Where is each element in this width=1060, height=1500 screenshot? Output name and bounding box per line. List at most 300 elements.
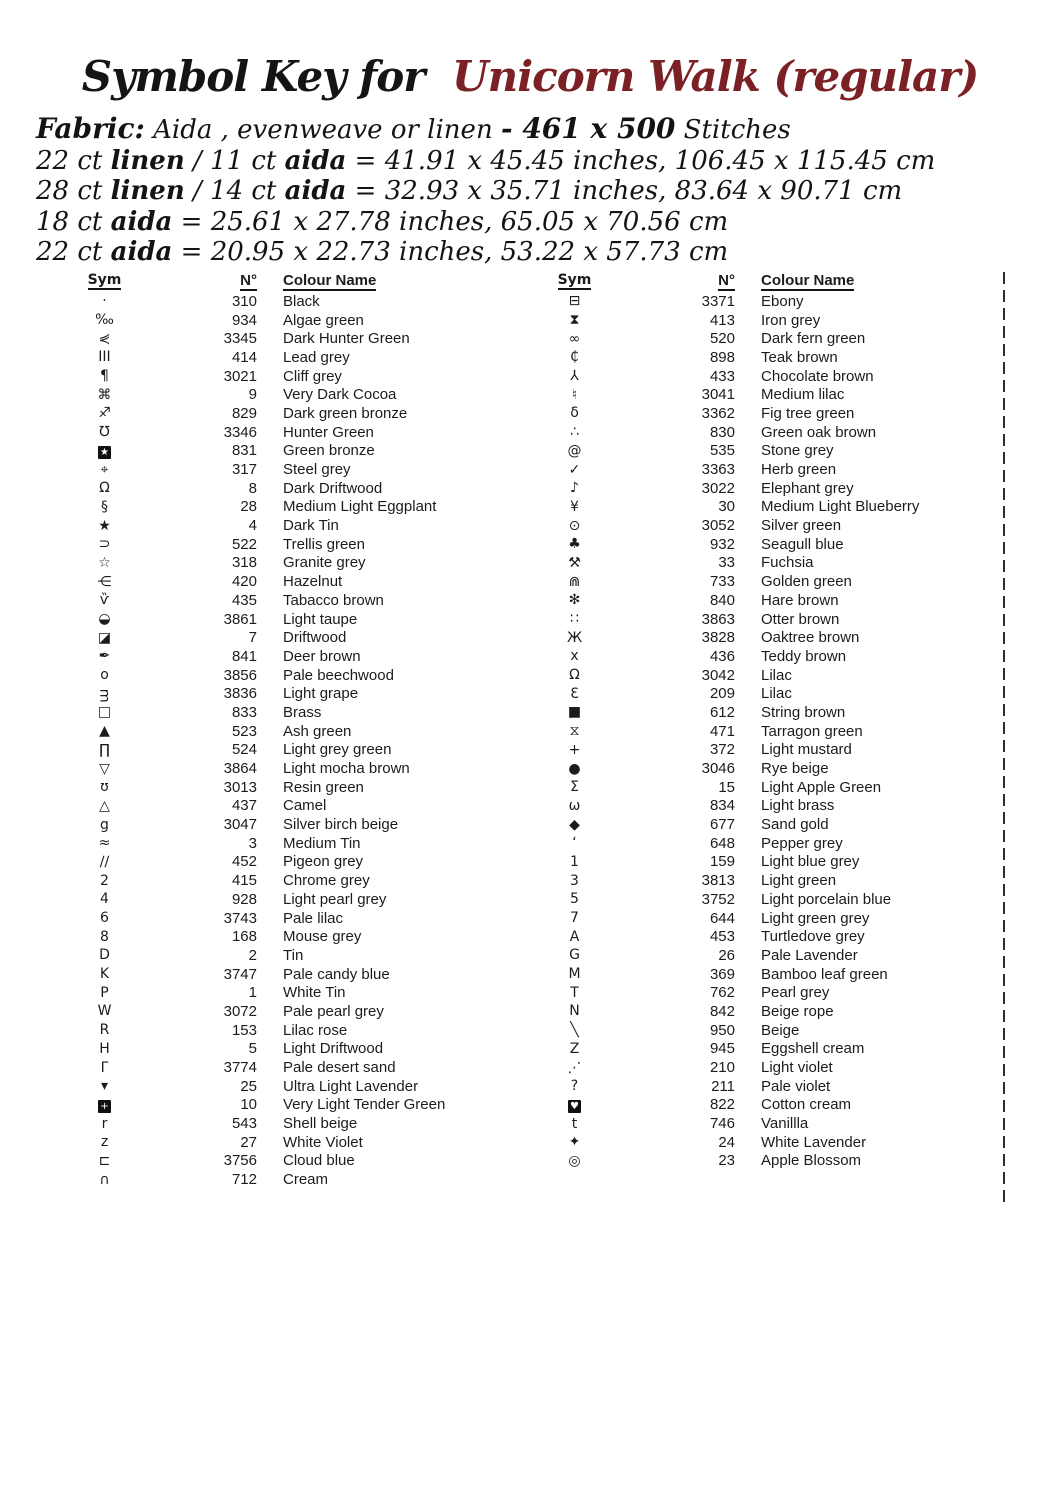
number-cell: 211: [711, 1077, 735, 1095]
colour-name-header: Colour Name: [761, 272, 855, 289]
key-row: [62, 815, 508, 834]
symbol-cell: ✒: [98, 648, 111, 665]
number-cell: 3363: [701, 461, 735, 479]
number-cell: 453: [709, 928, 735, 946]
key-row: [62, 311, 508, 330]
fabric-text: linen: [110, 176, 185, 206]
symbol-cell: 2: [100, 872, 109, 889]
number-cell: 318: [231, 554, 257, 572]
key-row: [62, 684, 508, 703]
symbol-cell: ⋰: [567, 1059, 582, 1076]
key-row: [532, 1021, 998, 1040]
key-row: [532, 778, 998, 797]
symbol-cell: ■: [567, 704, 582, 721]
number-cell: 3856: [223, 666, 257, 684]
symbol-cell: 3: [570, 872, 579, 889]
number-cell: 28: [240, 498, 257, 516]
colour-name-cell: Teddy brown: [761, 647, 847, 665]
symbol-cell: ⧖: [569, 723, 580, 740]
symbol-cell: r: [101, 1115, 108, 1132]
colour-name-cell: Light mocha brown: [283, 760, 410, 778]
key-row: [532, 834, 998, 853]
symbol-cell: ✻: [568, 592, 581, 609]
number-cell: 834: [709, 797, 735, 815]
number-cell: 433: [709, 367, 735, 385]
number-cell: 830: [709, 423, 735, 441]
symbol-cell: △: [99, 797, 110, 814]
number-cell: 612: [709, 703, 735, 721]
colour-name-cell: Dark fern green: [761, 330, 866, 348]
colour-name-cell: Driftwood: [283, 629, 347, 647]
colour-name-cell: Fig tree green: [761, 404, 855, 422]
colour-name-cell: Hazelnut: [283, 573, 343, 591]
key-row: [62, 909, 508, 928]
number-cell: 746: [709, 1115, 735, 1133]
colour-name-cell: Brass: [283, 703, 322, 721]
fabric-line: [36, 114, 935, 146]
number-cell: 3813: [701, 872, 735, 890]
number-header: N°: [240, 272, 257, 289]
symbol-cell: ▽: [99, 760, 110, 777]
symbol-cell: ‰: [95, 312, 114, 329]
fabric-info: [36, 114, 935, 268]
fabric-line: [36, 237, 935, 268]
fabric-text: 22 ct: [36, 145, 111, 176]
symbol-cell: ✦: [568, 1134, 581, 1151]
number-cell: 3828: [701, 629, 735, 647]
colour-name-cell: String brown: [761, 703, 846, 721]
key-header-left: [62, 272, 508, 292]
key-row: [532, 311, 998, 330]
key-row: [532, 1077, 998, 1096]
number-cell: 712: [231, 1171, 257, 1189]
colour-name-cell: Silver birch beige: [283, 816, 399, 834]
symbol-cell: +: [568, 741, 581, 758]
symbol-cell: K: [99, 966, 110, 983]
key-row: [532, 591, 998, 610]
colour-name-cell: Bamboo leaf green: [761, 965, 888, 983]
symbol-cell: §: [101, 498, 108, 515]
key-row: [532, 367, 998, 386]
colour-name-cell: Vanillla: [761, 1115, 809, 1133]
colour-name-cell: Lilac: [761, 685, 792, 703]
symbol-cell: ʊ: [100, 779, 109, 796]
colour-name-cell: Green oak brown: [761, 423, 877, 441]
symbol-cell: ▾: [100, 1078, 109, 1095]
number-cell: 543: [231, 1115, 257, 1133]
key-row: [62, 1133, 508, 1152]
number-cell: 841: [231, 647, 257, 665]
symbol-cell: D: [99, 947, 110, 964]
key-row: [62, 423, 508, 442]
symbol-cell: 6: [100, 910, 109, 927]
colour-name-cell: Lilac: [761, 666, 792, 684]
colour-name-cell: Pale violet: [761, 1077, 831, 1095]
symbol-cell: ₵: [570, 349, 579, 366]
number-cell: 522: [231, 535, 257, 553]
colour-name-cell: White Lavender: [761, 1133, 867, 1151]
fabric-text: aida: [110, 237, 173, 267]
colour-name-cell: Deer brown: [283, 647, 361, 665]
colour-name-cell: Rye beige: [761, 760, 829, 778]
symbol-cell: ≈: [98, 835, 111, 852]
key-row: [62, 965, 508, 984]
symbol-cell: δ: [570, 405, 579, 422]
colour-name-cell: Sand gold: [761, 816, 829, 834]
colour-name-cell: Eggshell cream: [761, 1040, 865, 1058]
symbol-cell: ◎: [568, 1152, 581, 1169]
number-cell: 535: [709, 442, 735, 460]
key-row: [62, 1170, 508, 1189]
symbol-cell: Ɛ: [570, 685, 579, 702]
symbol-cell: ◒: [98, 611, 111, 628]
number-cell: 317: [231, 461, 257, 479]
colour-name-cell: Apple Blossom: [761, 1152, 862, 1170]
colour-name-cell: Medium lilac: [761, 386, 845, 404]
number-cell: 3041: [701, 386, 735, 404]
number-cell: 3346: [223, 423, 257, 441]
colour-name-cell: Seagull blue: [761, 535, 844, 553]
sym-header: Sym: [557, 272, 592, 288]
symbol-cell: 4: [100, 891, 109, 908]
colour-name-cell: Pale Lavender: [761, 946, 858, 964]
number-cell: 209: [709, 685, 735, 703]
colour-name-cell: Pepper grey: [761, 834, 843, 852]
key-row: [62, 460, 508, 479]
number-cell: 26: [718, 946, 735, 964]
number-cell: 369: [709, 965, 735, 983]
symbol-cell: [62, 443, 147, 459]
colour-name-cell: Beige rope: [761, 1002, 834, 1020]
colour-name-cell: Medium Light Eggplant: [283, 498, 437, 516]
key-row: [532, 909, 998, 928]
symbol-cell: ⊟: [568, 293, 581, 310]
fabric-text: aida: [284, 145, 347, 176]
colour-name-cell: Pigeon grey: [283, 853, 364, 871]
number-cell: 471: [709, 722, 735, 740]
symbol-cell: Σ: [570, 779, 579, 796]
symbol-cell: P: [100, 984, 109, 1001]
key-row: [62, 367, 508, 386]
key-row: [62, 479, 508, 498]
colour-name-cell: Elephant grey: [761, 479, 854, 497]
fabric-text: = 20.95 x 22.73 inches, 53.22 x 57.73 cm: [172, 237, 729, 267]
key-row: [532, 348, 998, 367]
number-cell: 932: [709, 535, 735, 553]
number-cell: 3: [248, 834, 257, 852]
symbol-cell: Γ: [100, 1059, 109, 1076]
number-cell: 15: [718, 778, 735, 796]
colour-name-cell: Lilac rose: [283, 1021, 348, 1039]
key-row: [532, 498, 998, 517]
fabric-text: - 461 x 500: [500, 112, 676, 145]
key-row: [532, 666, 998, 685]
number-cell: 945: [709, 1040, 735, 1058]
colour-name-cell: Light porcelain blue: [761, 890, 892, 908]
symbol-cell: Z: [569, 1040, 580, 1057]
number-cell: 762: [709, 984, 735, 1002]
colour-name-cell: Camel: [283, 797, 327, 815]
key-row: [532, 703, 998, 722]
key-row: [532, 927, 998, 946]
symbol-cell: 8: [100, 928, 109, 945]
key-row: [62, 722, 508, 741]
colour-name-cell: Ultra Light Lavender: [283, 1077, 419, 1095]
number-cell: 3047: [223, 816, 257, 834]
colour-name-cell: Light Apple Green: [761, 778, 882, 796]
symbol-cell: x: [570, 648, 579, 665]
colour-name-cell: Light pearl grey: [283, 890, 387, 908]
colour-name-cell: White Violet: [283, 1133, 363, 1151]
number-cell: 3042: [701, 666, 735, 684]
colour-name-cell: Herb green: [761, 461, 837, 479]
number-cell: 1: [248, 984, 257, 1002]
key-row: [62, 442, 508, 461]
number-cell: 3052: [701, 517, 735, 535]
title-prefix: Symbol Key for: [81, 52, 425, 101]
symbol-cell: H: [99, 1040, 110, 1057]
symbol-cell: ∏: [99, 741, 110, 758]
number-cell: 30: [718, 498, 735, 516]
number-cell: 3864: [223, 760, 257, 778]
symbol-cell: ⊃: [98, 536, 111, 553]
key-row: [532, 535, 998, 554]
number-cell: 5: [248, 1040, 257, 1058]
key-row: [532, 385, 998, 404]
number-cell: 10: [240, 1096, 257, 1114]
number-cell: 3863: [701, 610, 735, 628]
key-row: [532, 329, 998, 348]
key-row: [532, 516, 998, 535]
number-header: N°: [718, 272, 735, 289]
number-cell: 842: [709, 1002, 735, 1020]
colour-name-cell: Light grey green: [283, 741, 392, 759]
number-cell: 523: [231, 722, 257, 740]
colour-name-cell: Turtledove grey: [761, 928, 865, 946]
key-row: [62, 1002, 508, 1021]
number-cell: 25: [240, 1077, 257, 1095]
number-cell: 210: [709, 1059, 735, 1077]
fabric-text: = 41.91 x 45.45 inches, 106.45 x 115.45 cm: [346, 145, 936, 176]
key-row: [532, 1058, 998, 1077]
symbol-cell: ♐: [98, 405, 111, 422]
key-row: [532, 442, 998, 461]
colour-name-cell: Cotton cream: [761, 1096, 852, 1114]
number-cell: 3072: [223, 1002, 257, 1020]
symbol-cell: ✓: [568, 461, 581, 478]
sym-header: Sym: [87, 272, 122, 288]
number-cell: 4: [248, 517, 257, 535]
symbol-cell: ⅄: [570, 368, 579, 385]
key-row: [62, 1040, 508, 1059]
key-row: [532, 815, 998, 834]
fabric-text: aida: [110, 206, 173, 237]
colour-name-cell: Teak brown: [761, 348, 838, 366]
key-row: [532, 871, 998, 890]
number-cell: 23: [718, 1152, 735, 1170]
fabric-line: [36, 146, 935, 177]
number-cell: 524: [231, 741, 257, 759]
key-row: [62, 778, 508, 797]
colour-name-header: Colour Name: [283, 272, 377, 289]
number-cell: 3022: [701, 479, 735, 497]
symbol-cell: [532, 1097, 617, 1113]
key-row: [62, 610, 508, 629]
colour-name-cell: Otter brown: [761, 610, 840, 628]
number-cell: 3861: [223, 610, 257, 628]
colour-name-cell: Algae green: [283, 311, 364, 329]
key-row: [532, 965, 998, 984]
symbol-cell: 1: [570, 853, 579, 870]
colour-name-cell: Light blue grey: [761, 853, 860, 871]
key-row: [62, 535, 508, 554]
colour-name-cell: Dark Tin: [283, 517, 339, 535]
number-cell: 833: [231, 703, 257, 721]
symbol-cell: o: [100, 667, 109, 684]
number-cell: 898: [709, 348, 735, 366]
colour-name-cell: Mouse grey: [283, 928, 362, 946]
colour-name-cell: Medium Light Blueberry: [761, 498, 920, 516]
key-row: [532, 983, 998, 1002]
inverse-symbol-box: +: [98, 1100, 111, 1113]
symbol-cell: g: [100, 816, 109, 833]
symbol-cell: ☆: [98, 554, 111, 571]
number-cell: 420: [231, 573, 257, 591]
inverse-symbol-box: ♥: [568, 1100, 581, 1113]
number-cell: 415: [231, 872, 257, 890]
number-cell: 3371: [701, 292, 735, 310]
key-header-right: [532, 272, 998, 292]
number-cell: 2: [248, 946, 257, 964]
colour-name-cell: Dark Driftwood: [283, 479, 383, 497]
number-cell: 414: [231, 348, 257, 366]
colour-name-cell: Light green grey: [761, 909, 870, 927]
fabric-text: 28 ct: [36, 176, 111, 206]
key-row: [62, 554, 508, 573]
symbol-cell: W: [97, 1003, 112, 1020]
symbol-cell: ⋲: [97, 573, 112, 590]
symbol-cell: ◪: [97, 629, 112, 646]
number-cell: 829: [231, 404, 257, 422]
symbol-cell: ѷ: [99, 592, 110, 609]
colour-name-cell: Tin: [283, 946, 304, 964]
fabric-text: Fabric:: [36, 112, 145, 145]
colour-name-cell: Pearl grey: [761, 984, 830, 1002]
fabric-text: 18 ct: [36, 206, 111, 237]
colour-name-cell: Very Light Tender Green: [283, 1096, 446, 1114]
symbol-cell: N: [569, 1003, 580, 1020]
symbol-cell: G: [569, 947, 580, 964]
colour-name-cell: Light green: [761, 872, 837, 890]
key-row: [62, 572, 508, 591]
key-row: [62, 759, 508, 778]
key-row: [62, 1114, 508, 1133]
number-cell: 3046: [701, 760, 735, 778]
key-column-right: [532, 272, 998, 1170]
right-border-line: [1003, 272, 1005, 1205]
number-cell: 3752: [701, 890, 735, 908]
symbol-cell: ╲: [570, 1022, 579, 1039]
colour-name-cell: Light violet: [761, 1059, 833, 1077]
colour-name-cell: Light grape: [283, 685, 359, 703]
key-row: [62, 871, 508, 890]
number-cell: 27: [240, 1133, 257, 1151]
key-row: [62, 1152, 508, 1171]
symbol-cell: ⊙: [568, 517, 581, 534]
colour-name-cell: Light mustard: [761, 741, 852, 759]
symbol-cell: ∷: [570, 611, 579, 628]
symbol-cell: ʻ: [572, 835, 577, 852]
number-cell: 840: [709, 591, 735, 609]
number-cell: 3345: [223, 330, 257, 348]
key-row: [62, 1021, 508, 1040]
fabric-text: linen: [110, 145, 185, 176]
symbol-cell: ?: [570, 1078, 579, 1095]
title-pattern-name: Unicorn Walk (regular): [452, 52, 979, 101]
colour-name-cell: Lead grey: [283, 348, 350, 366]
key-row: [62, 647, 508, 666]
colour-name-cell: Golden green: [761, 573, 852, 591]
number-cell: 934: [231, 311, 257, 329]
key-row: [532, 797, 998, 816]
key-row: [532, 1114, 998, 1133]
key-row: [532, 1152, 998, 1171]
number-cell: 644: [709, 909, 735, 927]
number-cell: 3013: [223, 778, 257, 796]
symbol-cell: ◆: [569, 816, 580, 833]
symbol-cell: ⚒: [568, 554, 581, 571]
key-row: [532, 759, 998, 778]
key-row: [532, 460, 998, 479]
colour-name-cell: Very Dark Cocoa: [283, 386, 397, 404]
colour-name-cell: Light Driftwood: [283, 1040, 384, 1058]
symbol-cell: ℧: [99, 424, 110, 441]
key-row: [532, 1002, 998, 1021]
fabric-text: aida: [284, 176, 347, 206]
colour-name-cell: Dark green bronze: [283, 404, 408, 422]
colour-name-cell: Hunter Green: [283, 423, 374, 441]
colour-name-cell: Pale lilac: [283, 909, 344, 927]
number-cell: 3836: [223, 685, 257, 703]
symbol-cell: ᴟ: [100, 685, 109, 702]
symbol-cell: ∩: [99, 1171, 110, 1188]
number-cell: 24: [718, 1133, 735, 1151]
number-cell: 677: [709, 816, 735, 834]
key-row: [62, 591, 508, 610]
colour-name-cell: Pale candy blue: [283, 965, 390, 983]
number-cell: 436: [709, 647, 735, 665]
symbol-cell: 5: [570, 891, 579, 908]
symbol-cell: t: [571, 1115, 578, 1132]
number-cell: 372: [709, 741, 735, 759]
colour-name-cell: Iron grey: [761, 311, 821, 329]
key-row: [532, 741, 998, 760]
colour-name-cell: Tabacco brown: [283, 591, 384, 609]
colour-name-cell: Ash green: [283, 722, 352, 740]
symbol-cell: ω: [568, 797, 581, 814]
colour-name-cell: Granite grey: [283, 554, 366, 572]
colour-name-cell: Green bronze: [283, 442, 375, 460]
symbol-cell: ♪: [570, 480, 579, 497]
colour-name-cell: Cream: [283, 1171, 329, 1189]
key-row: [62, 385, 508, 404]
symbol-cell: ⌖: [100, 461, 109, 478]
number-cell: 3362: [701, 404, 735, 422]
number-cell: 822: [709, 1096, 735, 1114]
symbol-cell: ¶: [100, 368, 109, 385]
symbol-cell: ⧗: [569, 312, 580, 329]
key-row: [532, 1040, 998, 1059]
